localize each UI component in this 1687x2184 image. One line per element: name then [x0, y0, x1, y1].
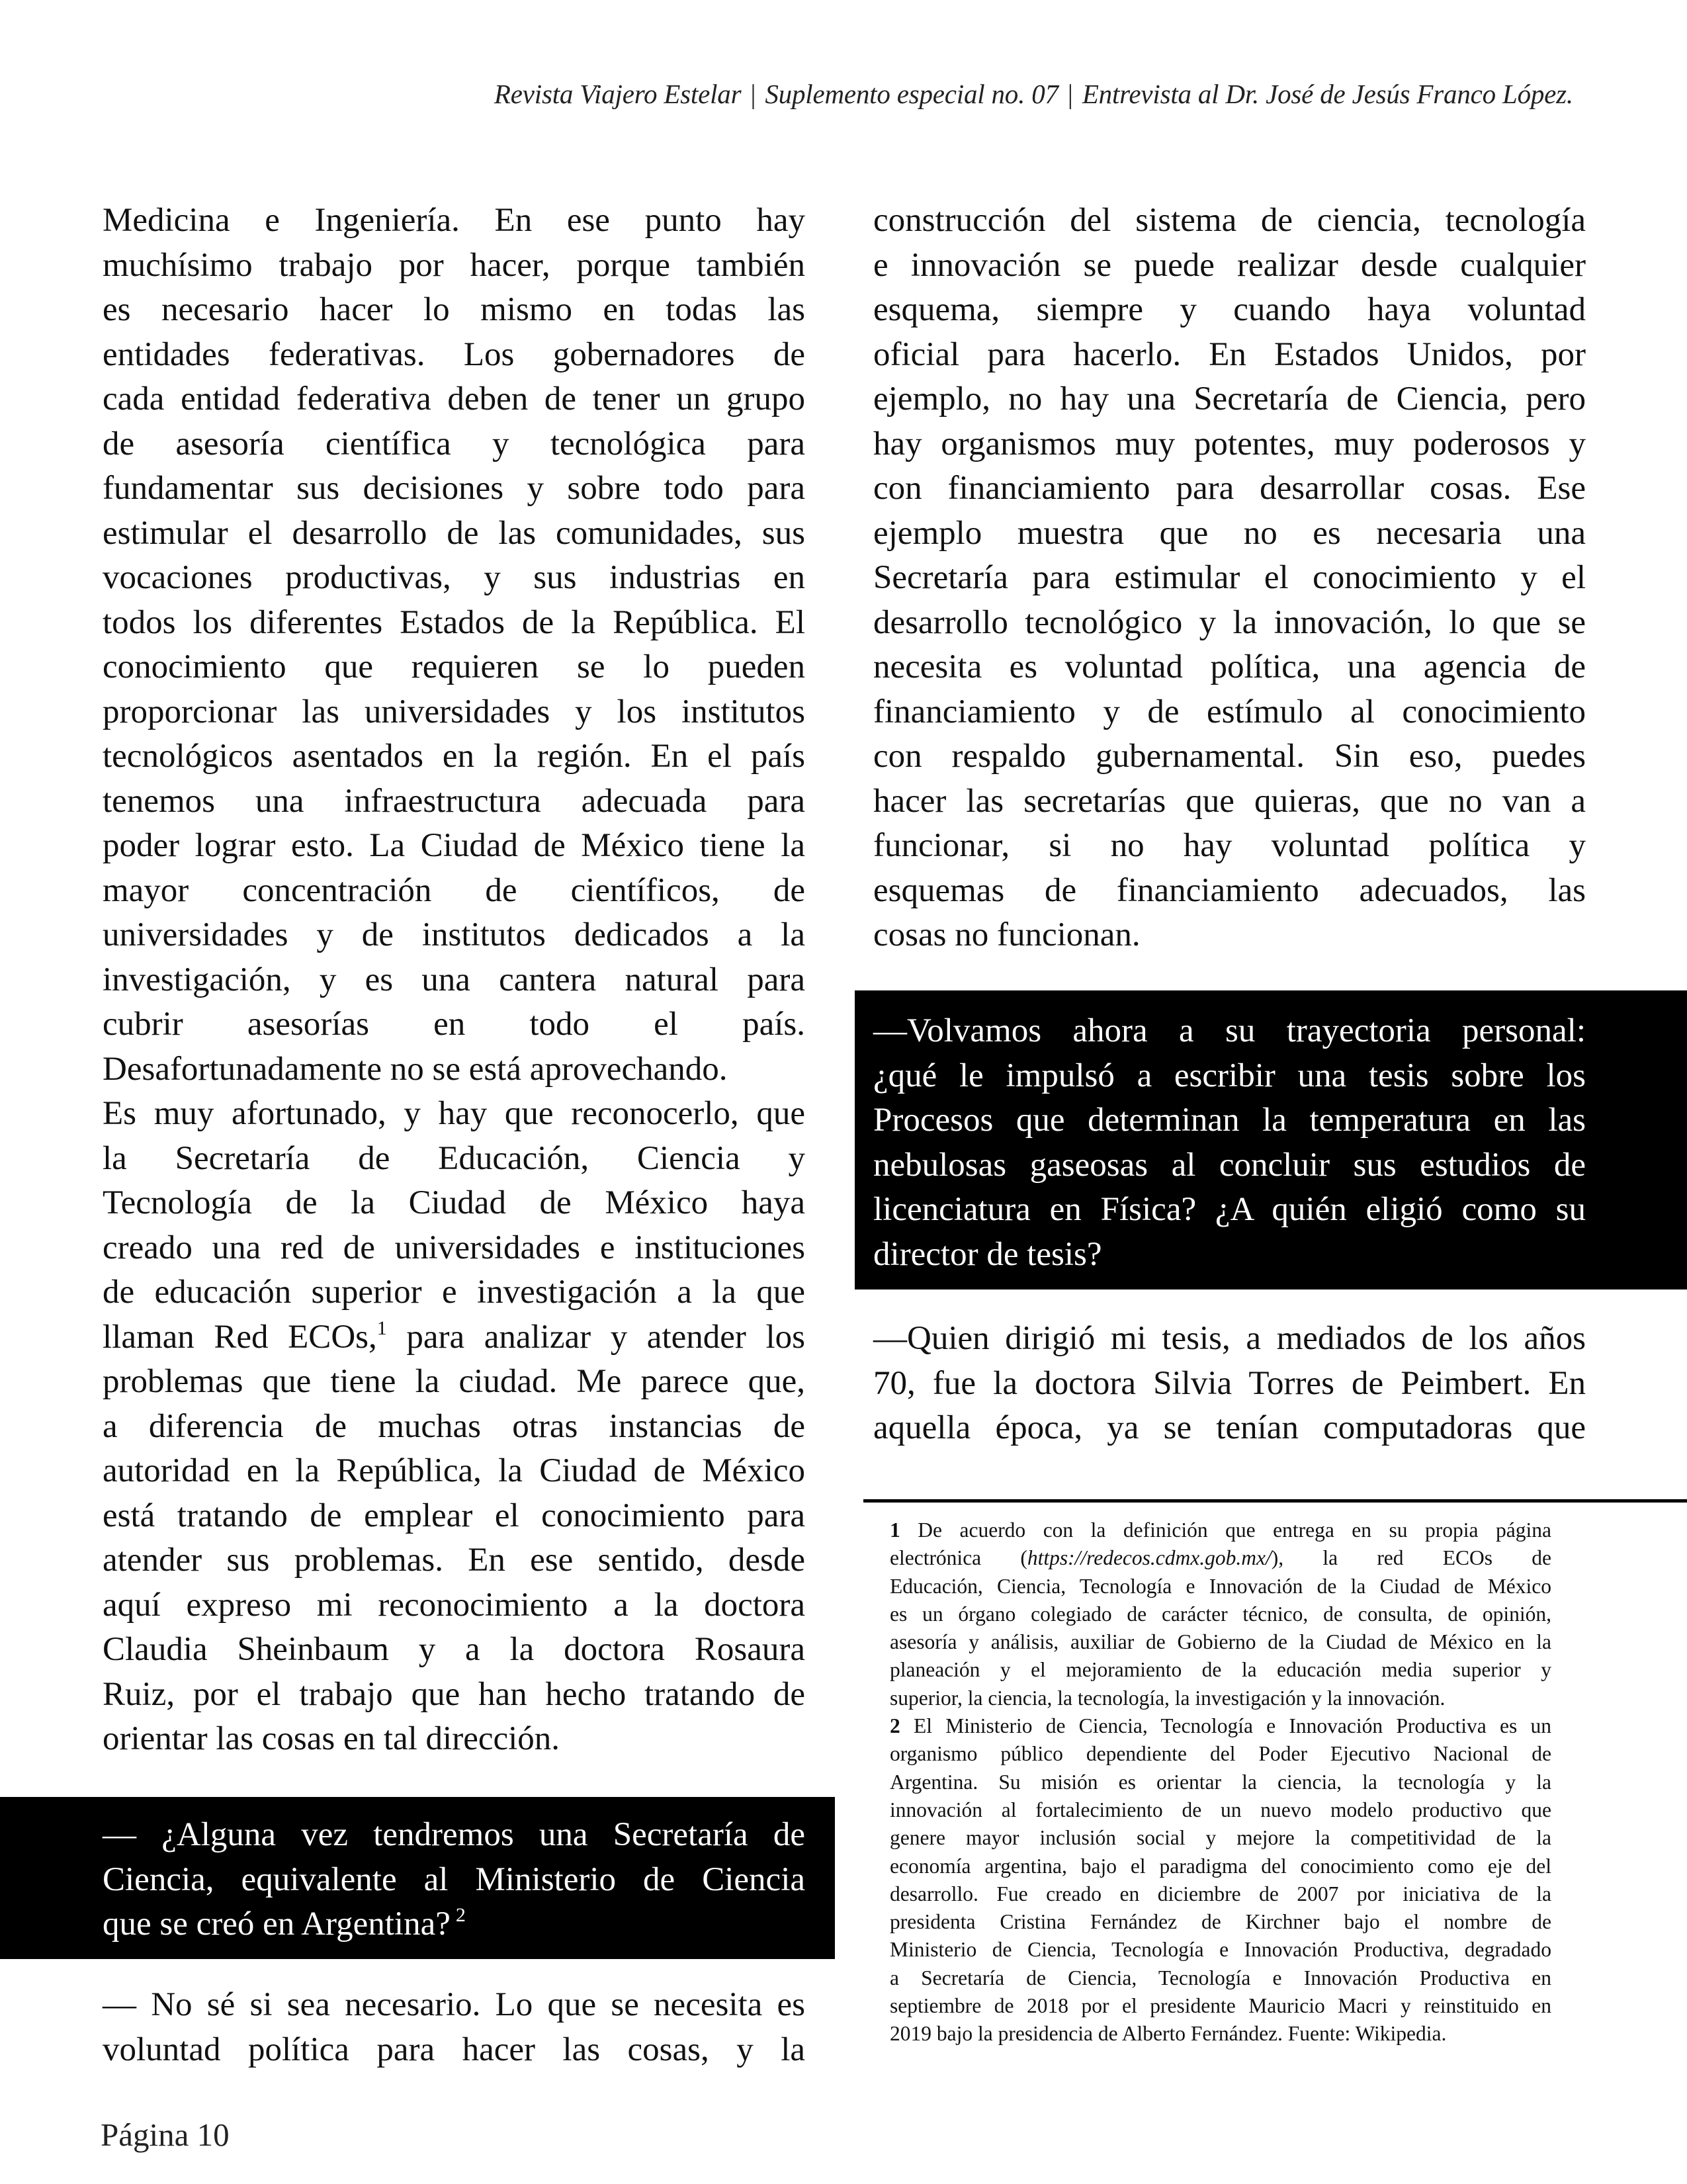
text-line: ejemplo muestra que no es necesaria una	[873, 514, 1586, 552]
footnote-2	[890, 1712, 1551, 2048]
text-line: a Secretaría de Ciencia, Tecnología e Innovación Productiva en	[890, 1966, 1551, 1989]
text-line: orientar las cosas en tal dirección.	[103, 1720, 560, 1757]
text-line: necesita es voluntad política, una agencia de	[873, 648, 1586, 685]
interview-title: Entrevista al Dr. José de Jesús Franco López.	[1082, 79, 1573, 109]
text-line: cosas no funcionan.	[873, 916, 1141, 953]
text-line: atender sus problemas. En ese sentido, desde	[103, 1542, 805, 1579]
supplement-title: Suplemento especial no. 07	[765, 79, 1059, 109]
text-line	[890, 1712, 1551, 1740]
magazine-title: Revista Viajero Estelar	[494, 79, 742, 109]
paragraph	[103, 1092, 805, 1762]
text-line: septiembre de 2018 por el presidente Mauricio Macri y reinstituido en	[890, 1994, 1551, 2018]
left-column	[103, 198, 805, 1762]
text-line: universidades y de institutos dedicados a la	[103, 916, 805, 953]
text-line: Tecnología de la Ciudad de México haya	[103, 1184, 805, 1221]
text-line: Ministerio de Ciencia, Tecnología e Innovación Productiva, degradado	[890, 1938, 1551, 1962]
footnote-number: 2	[890, 1714, 900, 1738]
text-line: ejemplo, no hay una Secretaría de Ciencia, pero	[873, 380, 1586, 417]
text-line: todos los diferentes Estados de la República. El	[103, 603, 805, 641]
answer-block	[873, 1317, 1586, 1451]
text-line: Secretaría para estimular el conocimiento y el	[873, 559, 1586, 596]
text-line: economía argentina, bajo el paradigma del conocimiento como eje del	[890, 1854, 1551, 1878]
question-text	[103, 1813, 805, 1947]
answer-text	[103, 1983, 805, 2072]
paragraph	[103, 198, 805, 1092]
text-line: tecnológicos asentados en la región. En el país	[103, 738, 805, 775]
text-line: —Volvamos ahora a su trayectoria personal:	[873, 1012, 1586, 1049]
text-line	[890, 1544, 1551, 1572]
text-line: aquí expreso mi reconocimiento a la doctora	[103, 1586, 805, 1624]
text-line: con respaldo gubernamental. Sin eso, puedes	[873, 738, 1586, 775]
text-fragment: El Ministerio de Ciencia, Tecnología e Innovación Productiva es un	[914, 1714, 1552, 1738]
footnote-divider	[863, 1499, 1687, 1503]
text-line: con financiamiento para desarrollar cosas. Ese	[873, 470, 1586, 507]
text-line: problemas que tiene la ciudad. Me parece que,	[103, 1363, 805, 1400]
text-line: Claudia Sheinbaum y a la doctora Rosaura	[103, 1631, 805, 1668]
text-line: nebulosas gaseosas al concluir sus estudios de	[873, 1146, 1586, 1184]
text-line: muchísimo trabajo por hacer, porque también	[103, 246, 805, 284]
text-line: Argentina. Su misión es orientar la ciencia, la tecnología y la	[890, 1770, 1551, 1794]
footnote-number: 1	[890, 1518, 900, 1542]
text-line: oficial para hacerlo. En Estados Unidos, por	[873, 335, 1586, 373]
text-line: — No sé si sea necesario. Lo que se necesita es	[103, 1986, 805, 2023]
text-line: Medicina e Ingeniería. En ese punto hay	[103, 202, 805, 239]
text-line: Ciencia, equivalente al Ministerio de Ciencia	[103, 1860, 805, 1898]
text-fragment: llaman Red ECOs,	[103, 1318, 377, 1356]
answer-text	[873, 1317, 1586, 1451]
text-line: — ¿Alguna vez tendremos una Secretaría de	[103, 1816, 805, 1853]
text-line: voluntad política para hacer las cosas, y la	[103, 2031, 805, 2068]
text-line: 2019 bajo la presidencia de Alberto Fernández. Fuente: Wikipedia.	[890, 2022, 1447, 2046]
text-line: estimular el desarrollo de las comunidades, sus	[103, 514, 805, 552]
text-line: superior, la ciencia, la tecnología, la investigación y la innovación.	[890, 1686, 1446, 1710]
text-line: 70, fue la doctora Silvia Torres de Peimbert. En	[873, 1364, 1586, 1402]
text-line: a diferencia de muchas otras instancias de	[103, 1407, 805, 1445]
text-line: innovación al fortalecimiento de un nuevo modelo productivo que	[890, 1798, 1551, 1821]
footnote-ref-1[interactable]: 1	[376, 1317, 387, 1339]
text-line: esquemas de financiamiento adecuados, las	[873, 871, 1586, 909]
footnote-1	[890, 1516, 1551, 1712]
text-line: está tratando de emplear el conocimiento para	[103, 1497, 805, 1534]
text-fragment: para analizar y atender los	[386, 1318, 805, 1356]
text-line: poder lograr esto. La Ciudad de México tiene la	[103, 827, 805, 864]
text-fragment: electrónica (	[890, 1546, 1027, 1570]
text-line: ¿qué le impulsó a escribir una tesis sobre los	[873, 1057, 1586, 1094]
text-line: fundamentar sus decisiones y sobre todo para	[103, 470, 805, 507]
text-line: conocimiento que requieren se lo pueden	[103, 648, 805, 685]
text-line: genere mayor inclusión social y mejore la competitividad de la	[890, 1826, 1551, 1850]
text-line: entidades federativas. Los gobernadores de	[103, 335, 805, 373]
text-line: Ruiz, por el trabajo que han hecho tratando de	[103, 1675, 805, 1713]
paragraph	[873, 198, 1586, 958]
header-separator: |	[1067, 79, 1073, 109]
question-box	[0, 1797, 835, 1959]
question-box	[855, 990, 1687, 1289]
text-line: organismo público dependiente del Poder Ejecutivo Nacional de	[890, 1742, 1551, 1766]
text-line: presidenta Cristina Fernández de Kirchner bajo el nombre de	[890, 1910, 1551, 1934]
page-number: Página 10	[101, 2117, 230, 2153]
header-separator: |	[750, 79, 756, 109]
text-line: cada entidad federativa deben de tener un grupo	[103, 380, 805, 417]
text-line: tenemos una infraestructura adecuada para	[103, 782, 805, 820]
text-line: e innovación se puede realizar desde cualquier	[873, 246, 1586, 284]
text-fragment: ), la red ECOs de	[1271, 1546, 1551, 1570]
text-line: proporcionar las universidades y los institutos	[103, 693, 805, 730]
text-line: Es muy afortunado, y hay que reconocerlo, que	[103, 1095, 805, 1132]
text-line: creado una red de universidades e instituciones	[103, 1229, 805, 1266]
text-line: Procesos que determinan la temperatura en las	[873, 1102, 1586, 1139]
text-line: esquema, siempre y cuando haya voluntad	[873, 291, 1586, 328]
text-line: licenciatura en Física? ¿A quién eligió como su	[873, 1191, 1586, 1228]
footnote-url-link[interactable]: https://redecos.cdmx.gob.mx/	[1027, 1546, 1272, 1570]
text-line: funcionar, si no hay voluntad política y	[873, 827, 1586, 864]
text-line: autoridad en la República, la Ciudad de México	[103, 1452, 805, 1489]
text-line: es necesario hacer lo mismo en todas las	[103, 291, 805, 328]
text-line: desarrollo tecnológico y la innovación, lo que se	[873, 603, 1586, 641]
text-line: la Secretaría de Educación, Ciencia y	[103, 1139, 805, 1177]
question-text	[873, 1009, 1586, 1277]
text-line: asesoría y análisis, auxiliar de Gobierno de la Ciudad de México en la	[890, 1630, 1551, 1654]
text-line: director de tesis?	[873, 1235, 1102, 1273]
text-fragment: que se creó en Argentina?	[103, 1905, 451, 1943]
text-line	[890, 1516, 1551, 1544]
answer-block	[103, 1983, 805, 2072]
text-line: de asesoría científica y tecnológica para	[103, 425, 805, 462]
running-header	[494, 78, 1573, 110]
footnotes	[890, 1516, 1551, 2048]
text-line: aquella época, ya se tenían computadoras que	[873, 1409, 1586, 1446]
right-column	[873, 198, 1586, 958]
text-line: hacer las secretarías que quieras, que no van a	[873, 782, 1586, 820]
text-line: Educación, Ciencia, Tecnología e Innovación de la Ciudad de México	[890, 1574, 1551, 1598]
footnote-ref-2[interactable]: 2	[455, 1904, 466, 1926]
text-fragment: De acuerdo con la definición que entrega en su propia página	[918, 1518, 1551, 1542]
text-line: financiamiento y de estímulo al conocimiento	[873, 693, 1586, 730]
text-line: desarrollo. Fue creado en diciembre de 2007 por iniciativa de la	[890, 1882, 1551, 1905]
text-line: hay organismos muy potentes, muy poderosos y	[873, 425, 1586, 462]
text-line: vocaciones productivas, y sus industrias en	[103, 559, 805, 596]
text-line: Desafortunadamente no se está aprovechando.	[103, 1050, 728, 1088]
text-line: cubrir asesorías en todo el país.	[103, 1006, 805, 1043]
text-line	[103, 1902, 805, 1947]
text-line: es un órgano colegiado de carácter técnico, de consulta, de opinión,	[890, 1602, 1551, 1626]
text-line: mayor concentración de científicos, de	[103, 871, 805, 909]
text-line	[103, 1315, 805, 1360]
text-line: de educación superior e investigación a la que	[103, 1274, 805, 1311]
text-line: —Quien dirigió mi tesis, a mediados de los años	[873, 1320, 1586, 1357]
text-line: construcción del sistema de ciencia, tecnología	[873, 202, 1586, 239]
text-line: planeación y el mejoramiento de la educación media superior y	[890, 1658, 1551, 1682]
text-line: investigación, y es una cantera natural para	[103, 961, 805, 998]
